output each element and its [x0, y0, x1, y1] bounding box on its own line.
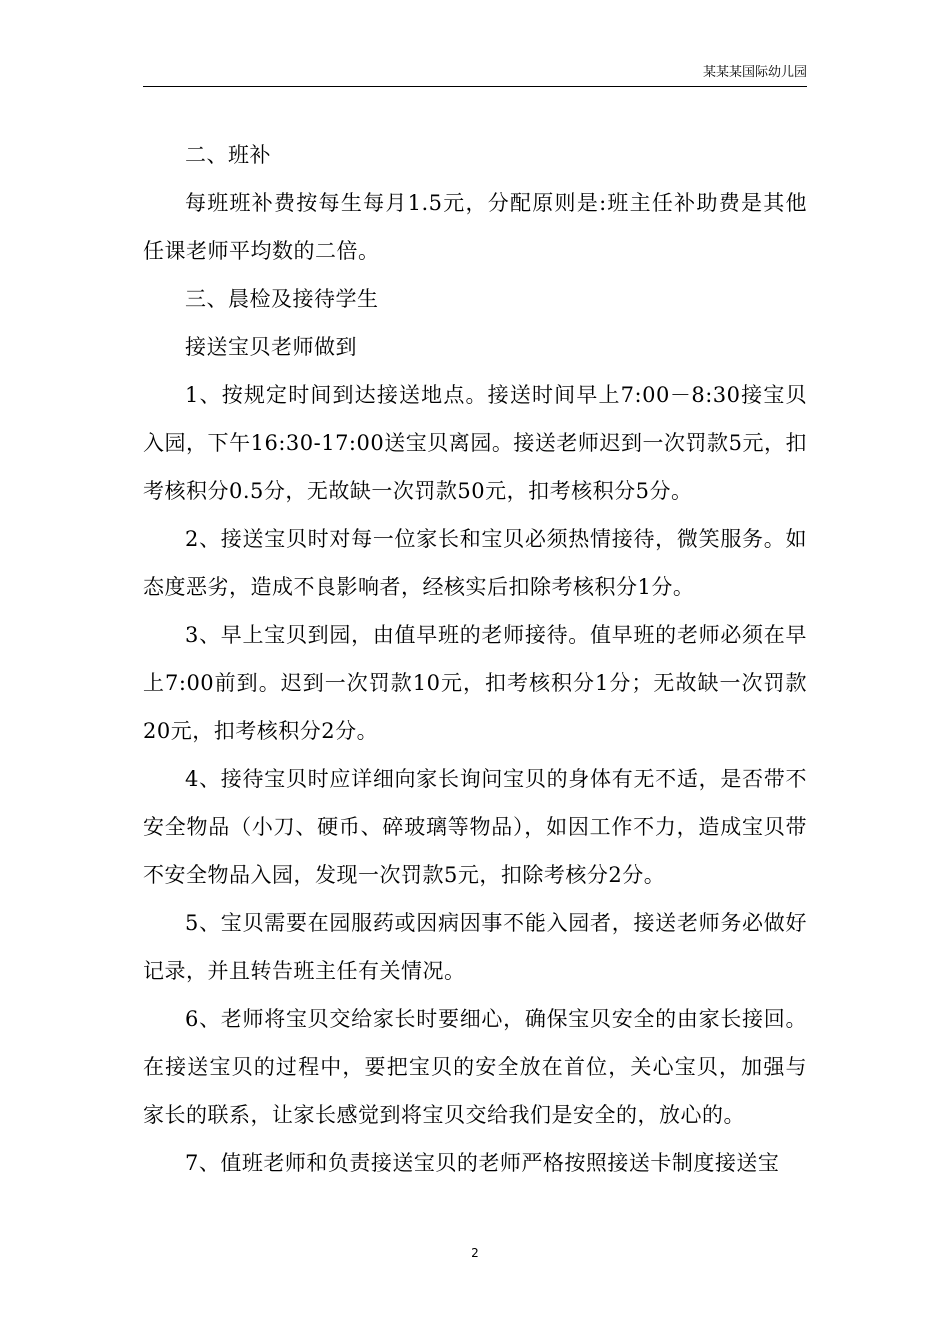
rule-item-1: 1、按规定时间到达接送地点。接送时间早上7:00－8:30接宝贝入园，下午16:30-17:00送宝贝离园。接送老师迟到一次罚款5元，扣考核积分0.5分，无故缺一次罚款50元，扣考核积分5分。: [143, 383, 807, 503]
paragraph-intro: 接送宝贝老师做到: [185, 335, 357, 359]
rule-item-2: 2、接送宝贝时对每一位家长和宝贝必须热情接待，微笑服务。如态度恶劣，造成不良影响者，经核实后扣除考核积分1分。: [143, 527, 807, 599]
rule-item-7: 7、值班老师和负责接送宝贝的老师严格按照接送卡制度接送宝: [185, 1151, 780, 1175]
document-body: [143, 131, 807, 1187]
rule-item-5: 5、宝贝需要在园服药或因病因事不能入园者，接送老师务必做好记录，并且转告班主任有关情况。: [143, 911, 807, 983]
header-divider: [143, 86, 807, 87]
section-heading-morning-check: 三、晨检及接待学生: [185, 287, 379, 311]
paragraph-class-subsidy-rule: 每班班补费按每生每月1.5元，分配原则是:班主任补助费是其他任课老师平均数的二倍。: [143, 191, 807, 263]
rule-item-6: 6、老师将宝贝交给家长时要细心，确保宝贝安全的由家长接回。在接送宝贝的过程中，要把宝贝的安全放在首位，关心宝贝，加强与家长的联系，让家长感觉到将宝贝交给我们是安全的，放心的。: [143, 1007, 807, 1127]
rule-item-3: 3、早上宝贝到园，由值早班的老师接待。值早班的老师必须在早上7:00前到。迟到一次罚款10元，扣考核积分1分；无故缺一次罚款20元，扣考核积分2分。: [143, 623, 807, 743]
rule-item-4: 4、接待宝贝时应详细向家长询问宝贝的身体有无不适，是否带不安全物品（小刀、硬币、碎玻璃等物品），如因工作不力，造成宝贝带不安全物品入园，发现一次罚款5元，扣除考核分2分。: [143, 767, 807, 887]
document-header-title: 某某某国际幼儿园: [702, 65, 807, 80]
page-number: 2: [471, 1246, 479, 1260]
section-heading-class-subsidy: 二、班补: [185, 143, 271, 167]
